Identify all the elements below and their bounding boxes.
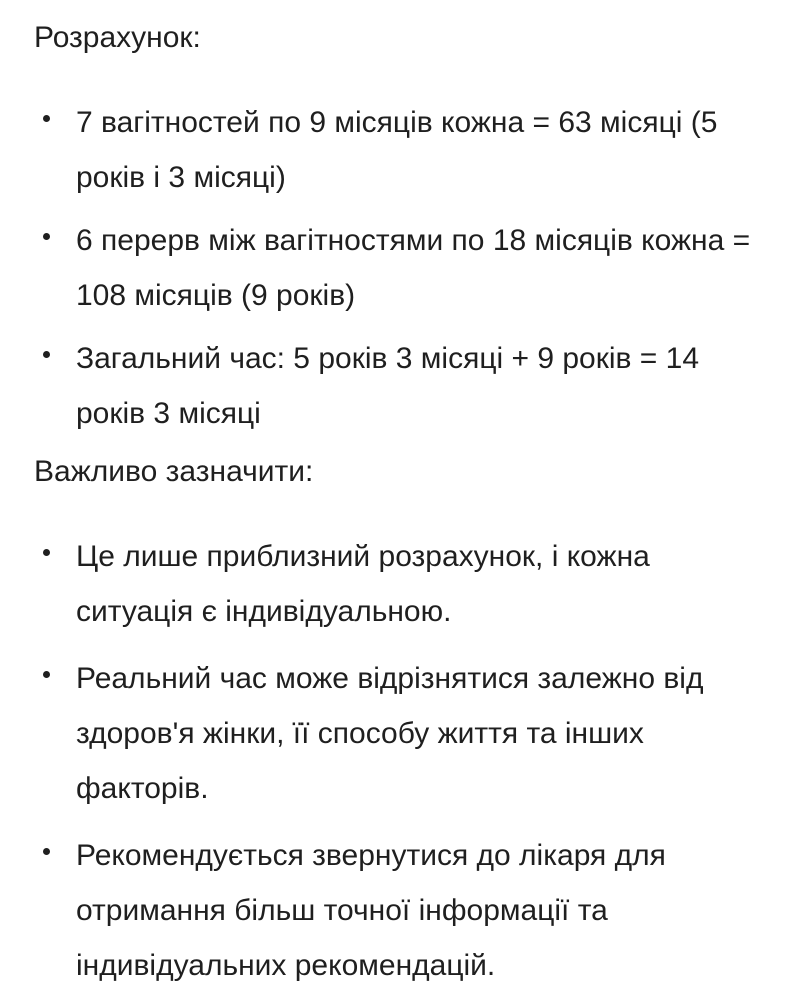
list-item	[0, 331, 766, 441]
calculation-list	[0, 95, 766, 441]
bullet-icon	[43, 115, 50, 122]
list-item-text: 7 вагітностей по 9 місяців кожна = 63 місяці (5 років і 3 місяці)	[76, 106, 718, 194]
list-item	[0, 651, 766, 816]
bullet-icon	[43, 848, 50, 855]
list-item	[0, 828, 766, 993]
list-item	[0, 213, 766, 323]
bullet-icon	[43, 351, 50, 358]
list-item-text: 6 перерв між вагітностями по 18 місяців кожна = 108 місяців (9 років)	[76, 224, 751, 312]
bullet-icon	[43, 233, 50, 240]
list-item-text: Рекомендується звернутися до лікаря для отримання більш точної інформації та індивідуальних рекомендацій.	[76, 839, 666, 982]
list-item-text: Загальний час: 5 років 3 місяці + 9 років = 14 років 3 місяці	[76, 342, 700, 430]
important-notes-list	[0, 529, 766, 993]
bullet-icon	[43, 549, 50, 556]
list-item-text: Це лише приблизний розрахунок, і кожна ситуація є індивідуальною.	[76, 540, 650, 628]
bullet-icon	[43, 671, 50, 678]
calculation-heading: Розрахунок:	[34, 21, 201, 54]
list-item	[0, 529, 766, 639]
important-note-heading: Важливо зазначити:	[34, 455, 314, 488]
list-item	[0, 95, 766, 205]
list-item-text: Реальний час може відрізнятися залежно від здоров'я жінки, її способу життя та інших факторів.	[76, 662, 704, 805]
